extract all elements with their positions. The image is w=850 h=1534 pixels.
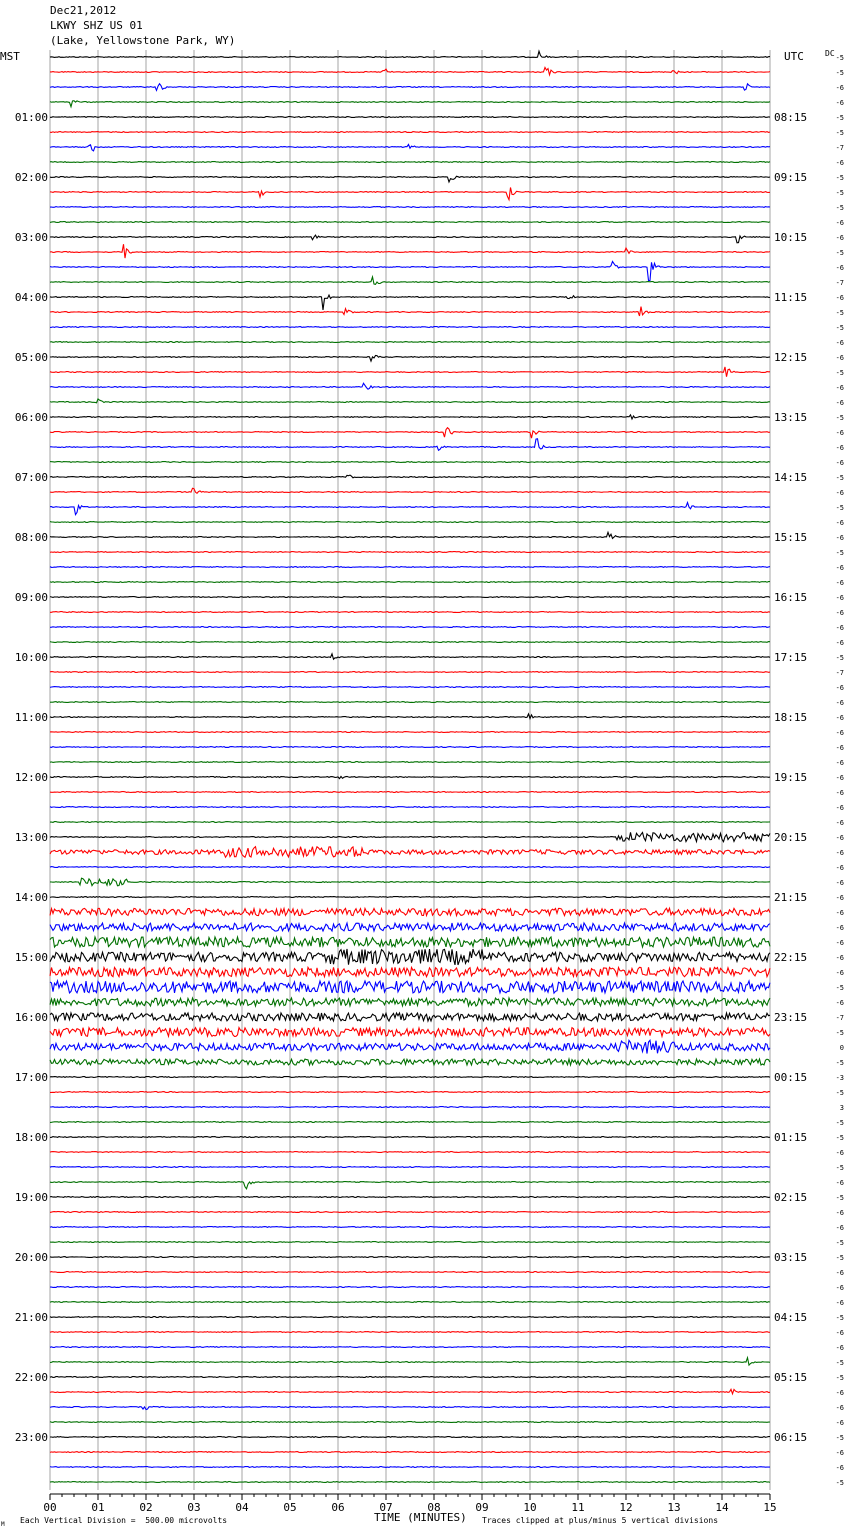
dc-offset-value: -6 (835, 84, 844, 92)
seismic-trace-10 (50, 207, 770, 208)
seismic-trace-22 (50, 383, 770, 389)
x-tick-label: 08 (427, 1501, 441, 1514)
dc-offset-value: -6 (835, 609, 844, 617)
dc-offset-value: -5 (835, 1119, 844, 1127)
left-hour-label: 10:00 (14, 651, 48, 664)
left-timezone-label: MST (0, 50, 20, 63)
seismic-trace-91 (50, 1422, 770, 1423)
dc-offset-value: -5 (835, 474, 844, 482)
seismic-trace-43 (50, 702, 770, 703)
dc-offset-value: -6 (835, 624, 844, 632)
dc-offset-value: -6 (835, 234, 844, 242)
seismic-trace-25 (50, 428, 770, 438)
dc-offset-value: -5 (835, 54, 844, 62)
right-hour-label: 12:15 (774, 351, 808, 364)
dc-offset-value: -6 (835, 1449, 844, 1457)
left-hour-label: 13:00 (14, 831, 48, 844)
seismic-trace-48 (50, 776, 770, 778)
seismic-trace-84 (50, 1317, 770, 1318)
dc-offset-value: -7 (835, 669, 844, 677)
seismic-trace-39 (50, 642, 770, 643)
seismic-trace-80 (50, 1257, 770, 1258)
right-hour-label: 19:15 (774, 771, 808, 784)
seismic-trace-7 (50, 162, 770, 163)
x-tick-label: 00 (43, 1501, 57, 1514)
dc-offset-value: -6 (835, 399, 844, 407)
seismic-trace-21 (50, 367, 770, 377)
seismic-trace-56 (50, 897, 770, 898)
seismic-trace-69 (50, 1092, 770, 1093)
dc-offset-value: -6 (835, 534, 844, 542)
seismic-trace-86 (50, 1347, 770, 1348)
seismic-trace-20 (50, 356, 770, 362)
dc-offset-value: -6 (835, 879, 844, 887)
dc-offset-value: -7 (835, 1014, 844, 1022)
seismic-trace-32 (50, 532, 770, 538)
dc-offset-value: -5 (835, 1134, 844, 1142)
seismic-trace-74 (50, 1167, 770, 1168)
seismic-trace-4 (50, 117, 770, 118)
clip-note: Traces clipped at plus/minus 5 vertical divisions (482, 1516, 719, 1525)
dc-offset-value: -5 (835, 1479, 844, 1487)
seismic-trace-37 (50, 612, 770, 613)
seismic-trace-77 (50, 1212, 770, 1213)
seismic-trace-31 (50, 522, 770, 523)
dc-offset-value: -6 (835, 1404, 844, 1412)
seismic-trace-2 (50, 84, 770, 91)
dc-offset-value: -5 (835, 414, 844, 422)
left-hour-label: 12:00 (14, 771, 48, 784)
dc-offset-value: -6 (835, 804, 844, 812)
seismic-trace-65 (50, 1028, 770, 1037)
seismic-trace-51 (50, 822, 770, 823)
seismic-trace-75 (50, 1182, 770, 1189)
left-hour-label: 18:00 (14, 1131, 48, 1144)
dc-offset-value: -6 (835, 894, 844, 902)
seismic-trace-44 (50, 714, 770, 719)
left-hour-label: 05:00 (14, 351, 48, 364)
x-tick-label: 13 (667, 1501, 681, 1514)
seismic-trace-66 (50, 1040, 770, 1053)
seismic-trace-30 (50, 503, 770, 515)
seismic-trace-64 (50, 1013, 770, 1021)
dc-offset-value: -6 (835, 339, 844, 347)
dc-offset-value: -7 (835, 144, 844, 152)
dc-offset-value: -6 (835, 699, 844, 707)
seismic-trace-63 (50, 998, 770, 1006)
seismic-trace-40 (50, 654, 770, 659)
seismic-trace-55 (50, 878, 770, 886)
dc-offset-value: -6 (835, 384, 844, 392)
seismic-trace-72 (50, 1137, 770, 1138)
seismic-trace-14 (50, 262, 770, 281)
right-hour-label: 10:15 (774, 231, 808, 244)
x-tick-label: 05 (283, 1501, 297, 1514)
seismic-trace-34 (50, 567, 770, 568)
dc-offset-value: -6 (835, 744, 844, 752)
dc-offset-value: -5 (835, 1089, 844, 1097)
x-tick-label: 15 (763, 1501, 777, 1514)
seismic-trace-15 (50, 277, 770, 285)
seismic-trace-38 (50, 627, 770, 628)
right-hour-label: 00:15 (774, 1071, 808, 1084)
left-hour-label: 04:00 (14, 291, 48, 304)
seismic-trace-17 (50, 307, 770, 316)
seismic-trace-0 (50, 51, 770, 57)
dc-offset-value: -6 (835, 849, 844, 857)
dc-offset-value: -6 (835, 834, 844, 842)
right-hour-label: 08:15 (774, 111, 808, 124)
x-tick-label: 11 (571, 1501, 585, 1514)
seismic-trace-82 (50, 1287, 770, 1288)
chart-date: Dec21,2012 (50, 4, 117, 17)
x-tick-label: 14 (715, 1501, 729, 1514)
seismic-trace-18 (50, 327, 770, 328)
station-code: LKWY SHZ US 01 (50, 19, 143, 32)
right-hour-label: 18:15 (774, 711, 808, 724)
seismic-trace-47 (50, 762, 770, 763)
seismic-trace-92 (50, 1437, 770, 1438)
right-hour-label: 11:15 (774, 291, 808, 304)
seismic-trace-60 (50, 949, 770, 965)
left-hour-label: 11:00 (14, 711, 48, 724)
seismic-trace-42 (50, 687, 770, 688)
station-location: (Lake, Yellowstone Park, WY) (50, 34, 236, 47)
x-tick-label: 09 (475, 1501, 489, 1514)
dc-offset-value: 0 (839, 1044, 844, 1052)
seismic-trace-12 (50, 235, 770, 243)
dc-offset-value: -6 (835, 219, 844, 227)
seismic-trace-45 (50, 732, 770, 733)
left-hour-label: 21:00 (14, 1311, 48, 1324)
dc-offset-value: -5 (835, 1314, 844, 1322)
right-hour-label: 06:15 (774, 1431, 808, 1444)
seismic-trace-50 (50, 807, 770, 808)
corner-mark: M (1, 1521, 5, 1528)
seismic-trace-16 (50, 295, 770, 310)
dc-offset-value: -6 (835, 759, 844, 767)
right-hour-label: 09:15 (774, 171, 808, 184)
dc-offset-value: -6 (835, 1389, 844, 1397)
dc-offset-value: -6 (835, 1224, 844, 1232)
seismic-trace-13 (50, 244, 770, 258)
right-timezone-label: UTC (784, 50, 804, 63)
dc-offset-value: -6 (835, 729, 844, 737)
dc-offset-value: -5 (835, 1374, 844, 1382)
seismic-trace-90 (50, 1406, 770, 1409)
seismic-trace-89 (50, 1389, 770, 1394)
dc-offset-value: -5 (835, 1254, 844, 1262)
x-tick-label: 03 (187, 1501, 201, 1514)
x-tick-label: 07 (379, 1501, 393, 1514)
dc-offset-value: -6 (835, 999, 844, 1007)
dc-offset-value: -5 (835, 1239, 844, 1247)
seismic-trace-52 (50, 832, 770, 841)
seismic-trace-94 (50, 1467, 770, 1468)
right-hour-label: 22:15 (774, 951, 808, 964)
seismic-trace-28 (50, 475, 770, 478)
right-hour-label: 04:15 (774, 1311, 808, 1324)
right-hour-label: 17:15 (774, 651, 808, 664)
x-tick-label: 06 (331, 1501, 345, 1514)
dc-offset-value: -6 (835, 264, 844, 272)
seismic-trace-58 (50, 923, 770, 931)
dc-offset-value: -6 (835, 1329, 844, 1337)
seismic-trace-9 (50, 188, 770, 200)
dc-offset-value: -5 (835, 204, 844, 212)
dc-offset-value: -6 (835, 684, 844, 692)
left-hour-label: 01:00 (14, 111, 48, 124)
dc-offset-value: -6 (835, 1344, 844, 1352)
right-hour-label: 23:15 (774, 1011, 808, 1024)
dc-offset-value: -6 (835, 354, 844, 362)
dc-offset-value: -5 (835, 504, 844, 512)
dc-offset-value: -6 (835, 789, 844, 797)
seismic-trace-85 (50, 1332, 770, 1333)
left-hour-label: 03:00 (14, 231, 48, 244)
dc-offset-value: -6 (835, 969, 844, 977)
seismic-trace-26 (50, 439, 770, 451)
seismic-trace-70 (50, 1107, 770, 1108)
scale-note: Each Vertical Division = 500.00 microvolts (20, 1516, 228, 1525)
seismic-trace-54 (50, 867, 770, 868)
left-hour-label: 09:00 (14, 591, 48, 604)
seismic-trace-87 (50, 1358, 770, 1365)
seismic-trace-76 (50, 1197, 770, 1198)
seismic-trace-67 (50, 1059, 770, 1065)
dc-offset-value: -7 (835, 279, 844, 287)
seismic-trace-19 (50, 342, 770, 343)
dc-offset-value: -5 (835, 369, 844, 377)
left-hour-label: 23:00 (14, 1431, 48, 1444)
x-tick-label: 04 (235, 1501, 249, 1514)
seismic-trace-78 (50, 1227, 770, 1228)
dc-offset-value: 3 (839, 1104, 844, 1112)
right-hour-label: 01:15 (774, 1131, 808, 1144)
right-hour-label: 02:15 (774, 1191, 808, 1204)
seismic-trace-46 (50, 747, 770, 748)
dc-offset-value: -6 (835, 519, 844, 527)
dc-offset-value: -6 (835, 459, 844, 467)
dc-offset-value: -5 (835, 1059, 844, 1067)
dc-offset-header: DC (825, 49, 835, 58)
dc-offset-value: -6 (835, 564, 844, 572)
dc-offset-value: -6 (835, 864, 844, 872)
right-hour-label: 16:15 (774, 591, 808, 604)
left-hour-label: 22:00 (14, 1371, 48, 1384)
seismic-trace-61 (50, 967, 770, 976)
dc-offset-value: -6 (835, 489, 844, 497)
dc-offset-value: -6 (835, 1419, 844, 1427)
seismic-trace-29 (50, 488, 770, 493)
dc-offset-value: -6 (835, 1179, 844, 1187)
seismic-trace-88 (50, 1377, 770, 1378)
dc-offset-value: -6 (835, 954, 844, 962)
right-hour-label: 03:15 (774, 1251, 808, 1264)
seismic-trace-49 (50, 792, 770, 793)
seismic-trace-41 (50, 672, 770, 673)
x-axis-label: TIME (MINUTES) (374, 1511, 467, 1524)
seismic-trace-27 (50, 462, 770, 463)
right-hour-label: 14:15 (774, 471, 808, 484)
seismic-trace-8 (50, 176, 770, 182)
dc-offset-value: -6 (835, 819, 844, 827)
right-hour-label: 13:15 (774, 411, 808, 424)
dc-offset-value: -5 (835, 654, 844, 662)
dc-offset-value: -6 (835, 714, 844, 722)
right-hour-label: 21:15 (774, 891, 808, 904)
right-hour-label: 15:15 (774, 531, 808, 544)
seismic-trace-81 (50, 1272, 770, 1273)
seismic-trace-79 (50, 1242, 770, 1243)
dc-offset-value: -6 (835, 444, 844, 452)
left-hour-label: 20:00 (14, 1251, 48, 1264)
seismic-trace-93 (50, 1452, 770, 1453)
dc-offset-value: -6 (835, 579, 844, 587)
dc-offset-value: -5 (835, 114, 844, 122)
dc-offset-value: -3 (835, 1074, 844, 1082)
seismic-trace-83 (50, 1302, 770, 1303)
seismic-trace-53 (50, 847, 770, 858)
left-hour-label: 08:00 (14, 531, 48, 544)
dc-offset-value: -6 (835, 1209, 844, 1217)
dc-offset-value: -6 (835, 594, 844, 602)
dc-offset-value: -6 (835, 639, 844, 647)
seismic-trace-33 (50, 552, 770, 553)
left-hour-label: 06:00 (14, 411, 48, 424)
dc-offset-value: -6 (835, 159, 844, 167)
left-hour-label: 02:00 (14, 171, 48, 184)
right-hour-label: 20:15 (774, 831, 808, 844)
seismic-trace-35 (50, 582, 770, 583)
dc-offset-value: -6 (835, 939, 844, 947)
left-hour-label: 15:00 (14, 951, 48, 964)
seismic-trace-95 (50, 1482, 770, 1483)
x-tick-label: 02 (139, 1501, 153, 1514)
seismic-trace-57 (50, 908, 770, 915)
dc-offset-value: -5 (835, 1194, 844, 1202)
left-hour-label: 17:00 (14, 1071, 48, 1084)
seismic-trace-36 (50, 597, 770, 598)
dc-offset-value: -5 (835, 1164, 844, 1172)
dc-offset-value: -5 (835, 174, 844, 182)
dc-offset-value: -5 (835, 69, 844, 77)
seismic-trace-59 (50, 937, 770, 947)
dc-offset-value: -5 (835, 1359, 844, 1367)
seismic-trace-11 (50, 222, 770, 223)
dc-offset-value: -6 (835, 1299, 844, 1307)
seismic-trace-23 (50, 399, 770, 403)
seismic-trace-1 (50, 68, 770, 75)
x-tick-label: 01 (91, 1501, 105, 1514)
x-tick-label: 10 (523, 1501, 537, 1514)
right-hour-label: 05:15 (774, 1371, 808, 1384)
dc-offset-value: -5 (835, 1434, 844, 1442)
dc-offset-value: -6 (835, 294, 844, 302)
seismic-trace-6 (50, 144, 770, 151)
dc-offset-value: -5 (835, 129, 844, 137)
dc-offset-value: -5 (835, 549, 844, 557)
dc-offset-value: -6 (835, 99, 844, 107)
minute-gridlines (50, 50, 770, 1490)
seismic-trace-73 (50, 1152, 770, 1153)
dc-offset-value: -6 (835, 429, 844, 437)
dc-offset-value: -6 (835, 924, 844, 932)
dc-offset-value: -5 (835, 189, 844, 197)
seismic-trace-68 (50, 1077, 770, 1078)
seismic-trace-5 (50, 132, 770, 133)
left-hour-label: 19:00 (14, 1191, 48, 1204)
seismic-trace-62 (50, 981, 770, 993)
dc-offset-value: -5 (835, 324, 844, 332)
dc-offset-value: -6 (835, 909, 844, 917)
dc-offset-value: -5 (835, 1029, 844, 1037)
left-hour-label: 07:00 (14, 471, 48, 484)
seismic-trace-24 (50, 415, 770, 419)
x-tick-label: 12 (619, 1501, 633, 1514)
trace-lines (50, 51, 770, 1482)
dc-offset-value: -5 (835, 249, 844, 257)
dc-offset-value: -6 (835, 1269, 844, 1277)
dc-offset-value: -5 (835, 309, 844, 317)
left-hour-label: 14:00 (14, 891, 48, 904)
seismic-trace-3 (50, 101, 770, 107)
seismic-trace-71 (50, 1122, 770, 1123)
left-hour-label: 16:00 (14, 1011, 48, 1024)
dc-offset-value: -6 (835, 774, 844, 782)
dc-offset-value: -6 (835, 1464, 844, 1472)
dc-offset-value: -6 (835, 1149, 844, 1157)
dc-offset-value: -6 (835, 1284, 844, 1292)
dc-offset-value: -5 (835, 984, 844, 992)
